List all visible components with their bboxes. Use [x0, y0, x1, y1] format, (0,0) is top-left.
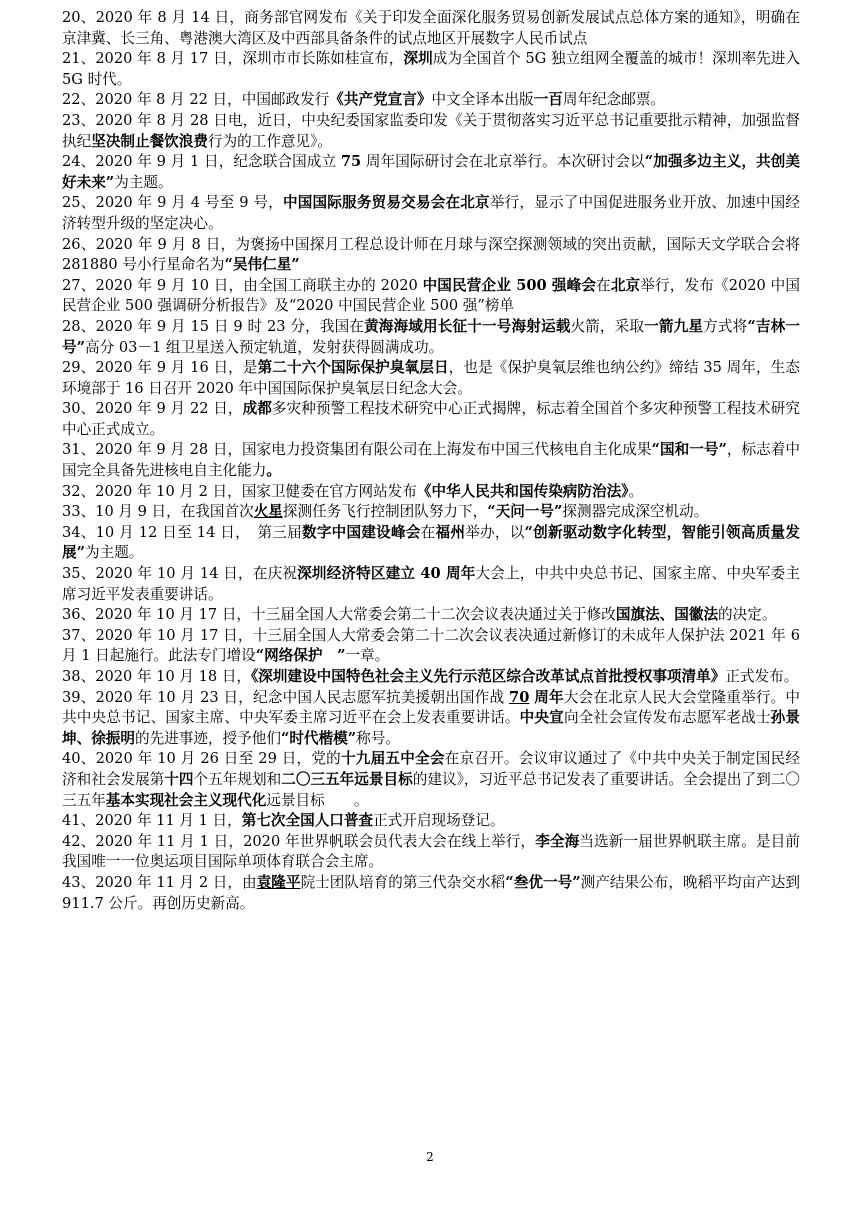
bold-text: 成都 — [242, 400, 272, 418]
item-text: 正式发布。 — [725, 668, 799, 685]
item-text: 大会上，中共中央总书记、国家主席、中央军委主席习近平发表重要讲话。 — [62, 565, 800, 603]
item-text: 在 — [596, 276, 611, 294]
item-text: 举行，显示了中国促进服务业开放、加速中国经济转型升级的坚定决心。 — [62, 194, 800, 232]
item-text: 30、2020 年 9 月 22 日， — [62, 400, 243, 418]
news-item — [62, 502, 800, 523]
news-item — [62, 873, 800, 914]
bold-text: “国和一号” — [651, 441, 727, 459]
news-item — [62, 152, 800, 193]
bold-text: 《中华人民共和国传染病防治法》 — [416, 482, 629, 500]
item-text: 高分 03－1 组卫星送入预定轨道，发射获得圆满成功。 — [85, 338, 444, 356]
bold-text: 。 — [266, 462, 281, 480]
item-text: 42、2020 年 11 月 1 日，2020 年世界帆联会员代表大会在线上举行， — [62, 832, 536, 850]
news-item — [62, 358, 800, 399]
bold-underlined-text: 70 — [509, 688, 530, 706]
bold-text: 孙景坤、徐振明 — [62, 709, 800, 747]
bold-text: 一箭九星 — [644, 317, 704, 335]
item-text: ，也是《保护臭氧层维也纳公约》缔结 35 周年，生态环境部于 16 日召开 2020 年中国国际保护臭氧层日纪念大会。 — [62, 359, 800, 397]
news-item — [62, 90, 800, 111]
bold-text: 《深圳建设中国特色社会主义先行示范区综合改革试点首批授权事项清单》 — [251, 668, 726, 685]
item-text: 大会在北京人民大会堂隆重举行。中共中央总书记、国家主席、中央军委主席习近平在会上发表重要讲话。 — [62, 688, 800, 727]
item-text: 34、10 月 12 日至 14 日， 第三届 — [62, 523, 302, 541]
item-text: 23、2020 年 8 月 28 日电，近日，中央纪委国家监委印发《关于贯彻落实习近平总书记重要批示精神，加强监督执纪 — [62, 111, 800, 150]
item-text: 周年国际研讨会在北京举行。本次研讨会以 — [361, 153, 645, 171]
item-text: 院士团队培育的第三代杂交水稻 — [300, 873, 506, 891]
bold-underlined-text: 袁隆平 — [256, 873, 301, 891]
bold-text: 中央宣 — [519, 709, 564, 727]
item-text: 33、10 月 9 日，在我国首次 — [62, 503, 254, 521]
bold-text: 福州 — [435, 523, 466, 541]
item-text: 的建议》，习近平总书记发表了重要讲话。全会提出了到二〇三五年 — [62, 770, 800, 809]
item-text: 探测任务飞行控制团队努力下， — [282, 503, 488, 521]
item-text: 测产结果公布，晚稻平均亩产达到 911.7 公斤。再创历史新高。 — [62, 873, 800, 912]
bold-text: 北京 — [610, 276, 641, 294]
item-text: 一章。 — [345, 647, 390, 665]
news-item — [62, 523, 800, 564]
item-text: 43、2020 年 11 月 2 日，由 — [62, 873, 257, 891]
item-text: 35、2020 年 10 月 14 日，在庆祝 — [62, 565, 298, 583]
item-text: 40、2020 年 10 月 26 日至 29 日，党的 — [62, 750, 341, 768]
bold-text: “叁优一号” — [505, 873, 581, 891]
item-text: ，标志着中国完全具备先进核电自主化能力 — [62, 441, 800, 480]
news-item — [62, 832, 800, 873]
item-text: 个五年规划和 — [193, 770, 282, 788]
bold-text: “吴伟仁星” — [224, 256, 300, 274]
bold-text: 国旗法、国徽法 — [615, 606, 719, 624]
item-text: 的先进事迹，授予他们 — [134, 729, 281, 747]
item-text: 21、2020 年 8 月 17 日，深圳市市长陈如桂宣布， — [62, 50, 404, 68]
news-item — [62, 564, 800, 605]
bold-text: 黄海海域用长征十一号海射运载 — [364, 317, 571, 335]
item-text: 举行，发布《2020 中国民营企业 500 强调研分析报告》及“2020 中国民营企业 500 强”榜单 — [62, 276, 800, 315]
bold-text: 75 — [340, 153, 362, 171]
item-text: 方式将 — [703, 317, 748, 335]
item-text: 为主题。 — [85, 544, 144, 562]
news-item — [62, 235, 800, 276]
item-text: 28、2020 年 9 月 15 日 9 时 23 分，我国在 — [62, 317, 365, 335]
item-text: 行为的工作意见》。 — [207, 132, 333, 150]
bold-text: 中国国际服务贸易交易会在北京 — [282, 194, 490, 212]
item-text: 25、2020 年 9 月 4 号至 9 号， — [62, 194, 283, 212]
bold-text: “时代楷模” — [280, 729, 357, 747]
bold-text: 深圳经济特区建立 40 周年 — [297, 565, 476, 583]
item-text: 31、2020 年 9 月 28 日，国家电力投资集团有限公司在上海发布中国三代核电自主化成果 — [62, 441, 652, 459]
bold-text: 二〇三五年远景目标 — [281, 770, 413, 788]
bold-text: 《共产党宣言》 — [329, 91, 432, 109]
bold-text: “创新驱动数字化转型，智能引领高质量发展” — [62, 523, 800, 562]
news-item — [62, 626, 800, 667]
item-text: 远景目标 。 — [266, 791, 369, 809]
item-text: 29、2020 年 9 月 16 日，是 — [62, 359, 258, 377]
item-text: 成为全国首个 5G 独立组网全覆盖的城市！深圳率先进入 5G 时代。 — [62, 50, 800, 88]
bold-text: 中国民营企业 500 强峰会 — [422, 276, 597, 294]
bold-text: “加强多边主义，共创美好未来” — [62, 153, 800, 191]
bold-text: 十九届五中全会 — [340, 750, 445, 768]
news-item — [62, 605, 800, 626]
news-item — [62, 49, 800, 90]
news-item — [62, 811, 800, 832]
item-text: 22、2020 年 8 月 22 日，中国邮政发行 — [62, 91, 330, 109]
news-item — [62, 482, 800, 503]
bold-text: 深圳 — [403, 50, 433, 68]
item-text: 当选新一届世界帆联主席。是目前我国唯一一位奥运项目国际单项体育联合会主席。 — [62, 832, 800, 871]
item-text: 为主题。 — [114, 173, 173, 191]
page-number: 2 — [426, 1150, 434, 1164]
bold-text: 周年 — [534, 688, 564, 706]
news-item — [62, 317, 800, 358]
item-text: 向全社会宣传发布志愿军老战士 — [563, 709, 771, 727]
news-item — [62, 667, 800, 688]
item-text: 41、2020 年 11 月 1 日， — [62, 812, 242, 830]
bold-text: 数字中国建设峰会 — [301, 523, 421, 541]
bold-underlined-text: 火星 — [253, 503, 283, 521]
news-item — [62, 276, 800, 317]
item-text: 火箭，采取 — [570, 317, 645, 335]
item-text: 26、2020 年 9 月 8 日，为褒扬中国探月工程总设计师在月球与深空探测领域的突出贡献，国际天文学联合会将 281880 号小行星命名为 — [62, 235, 800, 274]
item-text: 。 — [628, 482, 644, 500]
document-body — [62, 8, 800, 914]
item-text: 中文全译本出版 — [431, 91, 534, 109]
item-text: 27、2020 年 9 月 10 日，由全国工商联主办的 2020 — [62, 276, 423, 294]
bold-text: 第二十六个国际保护臭氧层日 — [257, 359, 449, 377]
news-item — [62, 193, 800, 234]
bold-text: 一百 — [533, 91, 563, 109]
bold-text: 基本实现社会主义现代化 — [105, 791, 267, 809]
item-text: 在 — [420, 523, 436, 541]
item-text: 举办，以 — [465, 523, 525, 541]
news-item — [62, 8, 800, 49]
bold-text: 坚决制止餐饮浪费 — [91, 132, 208, 150]
item-text: 正式开启现场登记。 — [373, 812, 505, 830]
item-text: 的决定。 — [718, 606, 777, 624]
item-text: 37、2020 年 10 月 17 日，十三届全国人大常委会第二十二次会议表决通过新修订的未成年人保护法 2021 年 6 月 1 日起施行。此法专门增设 — [62, 626, 800, 665]
item-text: 38、2020 年 10 月 18 日， — [62, 668, 252, 685]
item-text: 32、2020 年 10 月 2 日，国家卫健委在官方网站发布 — [62, 482, 417, 500]
bold-text: 李全海 — [535, 832, 580, 850]
item-text: 称号。 — [356, 729, 400, 747]
item-text: 多灾种预警工程技术研究中心正式揭牌，标志着全国首个多灾种预警工程技术研究中心正式成立。 — [62, 400, 800, 438]
bold-text: “网络保护 ” — [255, 647, 346, 665]
news-item — [62, 440, 800, 481]
item-text: 20、2020 年 8 月 14 日，商务部官网发布《关于印发全面深化服务贸易创新发展试点总体方案的通知》，明确在京津冀、长三角、粤港澳大湾区及中西部具备条件的试点地区开展数字人民币试点 — [62, 9, 800, 47]
bold-text: 第七次全国人口普查 — [241, 812, 374, 830]
item-text: 在京召开。会议审议通过了《中共中央关于制定国民经济和社会发展第 — [62, 750, 800, 788]
item-text: 24、2020 年 9 月 1 日，纪念联合国成立 — [62, 153, 341, 171]
bold-text: “吉林一号” — [62, 317, 800, 356]
news-item — [62, 749, 800, 811]
news-item — [62, 688, 800, 750]
item-text: 39、2020 年 10 月 23 日，纪念中国人民志愿军抗美援朝出国作战 — [62, 688, 510, 706]
bold-text: 十四 — [164, 770, 194, 788]
news-item — [62, 399, 800, 440]
bold-text: “天问一号” — [487, 503, 563, 521]
item-text: 探测器完成深空机动。 — [562, 503, 709, 521]
item-text: 周年纪念邮票。 — [562, 91, 666, 109]
item-text: 36、2020 年 10 月 17 日，十三届全国人大常委会第二十二次会议表决通过关于修改 — [62, 606, 616, 624]
news-item — [62, 111, 800, 152]
